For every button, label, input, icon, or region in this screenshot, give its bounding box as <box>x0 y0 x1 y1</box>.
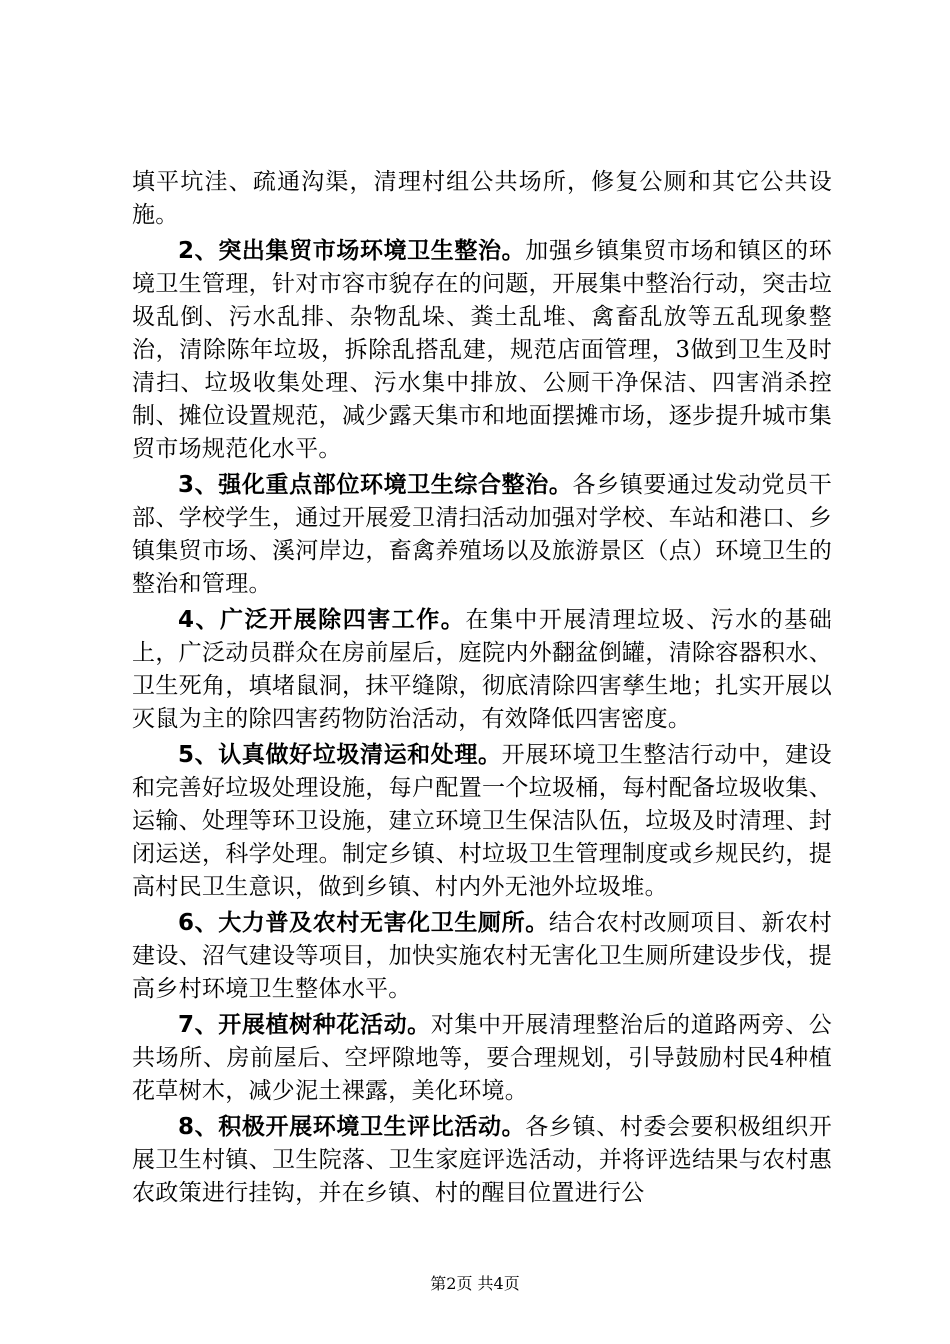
page-number-footer: 第2页 共4页 <box>430 1274 520 1293</box>
section-heading: 6、大力普及农村无害化卫生厕所。 <box>178 910 549 936</box>
section-heading: 2、突出集贸市场环境卫生整治。 <box>178 238 526 264</box>
section-heading: 8、积极开展环境卫生评比活动。 <box>178 1114 526 1140</box>
section-heading: 4、广泛开展除四害工作。 <box>178 607 466 633</box>
section-body: 对集中开展清理整治后的道路两旁、公共场所、房前屋后、空坪隙地等，要合理规划，引导鼓励村民4种植花草树木，减少泥土裸露，美化环境。 <box>132 1012 832 1104</box>
section-heading: 7、开展植树种花活动。 <box>178 1012 431 1038</box>
section-paragraph-8 <box>132 1111 832 1210</box>
section-body: 开展环境卫生整洁行动中，建设和完善好垃圾处理设施，每户配置一个垃圾桶，每村配备垃圾收集、运输、处理等环卫设施，建立环境卫生保洁队伍，垃圾及时清理、封闭运送，科学处理。制定乡镇、村垃圾卫生管理制度或乡规民约，提高村民卫生意识，做到乡镇、村内外无池外垃圾堆。 <box>132 742 832 900</box>
section-body: 各乡镇要通过发动党员干部、学校学生，通过开展爱卫清扫活动加强对学校、车站和港口、乡镇集贸市场、溪河岸边，畜禽养殖场以及旅游景区（点）环境卫生的整治和管理。 <box>132 472 832 597</box>
section-paragraph-3 <box>132 469 832 601</box>
section-body: 加强乡镇集贸市场和镇区的环境卫生管理，针对市容市貌存在的问题，开展集中整治行动，突击垃圾乱倒、污水乱排、杂物乱垛、粪土乱堆、禽畜乱放等五乱现象整治，清除陈年垃圾，拆除乱搭乱建，规范店面管理，3做到卫生及时清扫、垃圾收集处理、污水集中排放、公厕干净保洁、四害消杀控制、摊位设置规范，减少露天集市和地面摆摊市场，逐步提升城市集贸市场规范化水平。 <box>132 238 832 462</box>
section-paragraph-6 <box>132 907 832 1006</box>
section-paragraph-4 <box>132 604 832 736</box>
section-body: 各乡镇、村委会要积极组织开展卫生村镇、卫生院落、卫生家庭评选活动，并将评选结果与农村惠农政策进行挂钩，并在乡镇、村的醒目位置进行公 <box>132 1114 832 1206</box>
section-paragraph-7 <box>132 1009 832 1108</box>
section-paragraph-5 <box>132 739 832 904</box>
continuation-paragraph: 填平坑洼、疏通沟渠，清理村组公共场所，修复公厕和其它公共设施。 <box>132 169 832 228</box>
section-paragraph-2 <box>132 235 832 466</box>
section-body: 结合农村改厕项目、新农村建设、沼气建设等项目，加快实施农村无害化卫生厕所建设步伐，提高乡村环境卫生整体水平。 <box>132 910 832 1002</box>
document-body <box>132 166 832 1213</box>
section-heading: 5、认真做好垃圾清运和处理。 <box>178 742 502 768</box>
section-body: 在集中开展清理垃圾、污水的基础上，广泛动员群众在房前屋后，庭院内外翻盆倒罐，清除容器积水、卫生死角，填堵鼠洞，抹平缝隙，彻底清除四害孳生地；扎实开展以灭鼠为主的除四害药物防治活动，有效降低四害密度。 <box>132 607 832 732</box>
section-heading: 3、强化重点部位环境卫生综合整治。 <box>178 472 573 498</box>
